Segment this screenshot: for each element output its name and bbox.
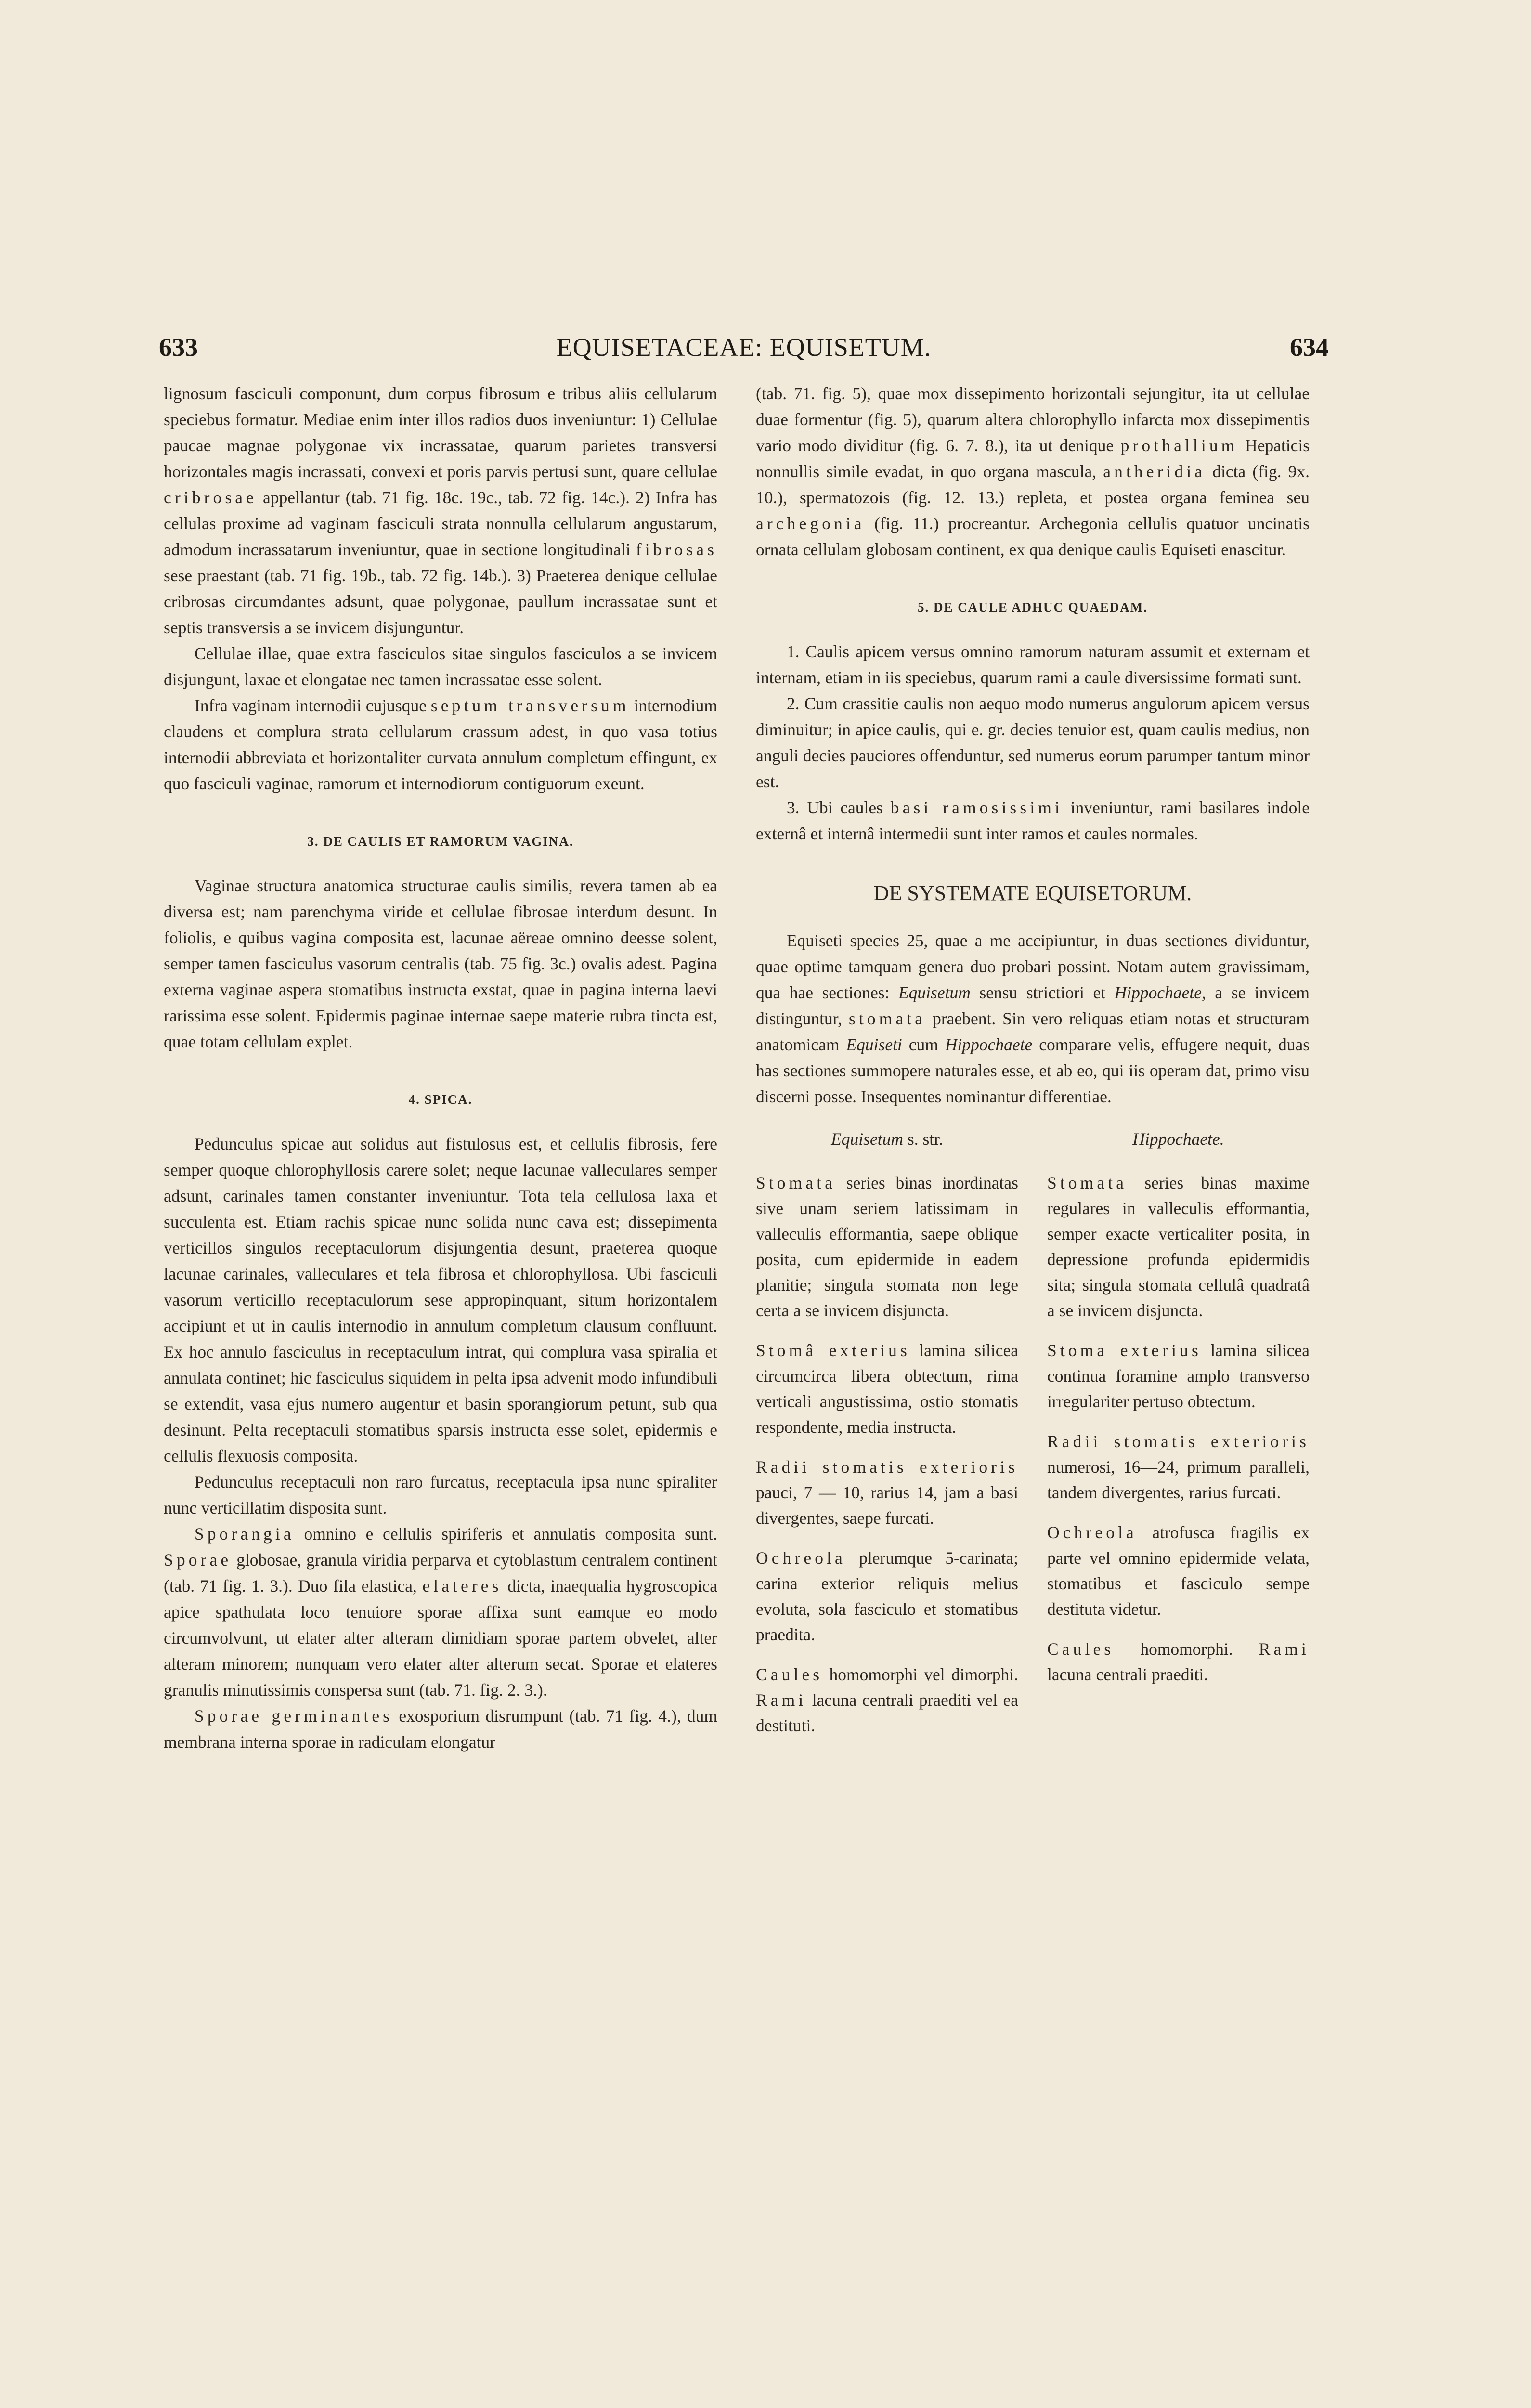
paragraph: Pedunculus receptaculi non raro furcatus, receptacula ipsa nunc spiraliter nunc verticillatim disposita sunt. bbox=[164, 1472, 717, 1518]
comparison-heading: Hippochaete. bbox=[1132, 1129, 1224, 1149]
running-title: EQUISETACEAE: EQUISETUM. bbox=[556, 333, 932, 362]
comparison-item: Stoma exterius lamina silicea continua foramine amplo transverso irregulariter pertuso obtectum. bbox=[1047, 1341, 1310, 1411]
comparison-column-hippochaete bbox=[1047, 1126, 1310, 1753]
paragraph: 1. Caulis apicem versus omnino ramorum naturam assumit et externam et internam, etiam in iis speciebus, quarum rami a caule diversissime formati sunt. bbox=[756, 642, 1310, 687]
paragraph: Cellulae illae, quae extra fasciculos sitae singulos fasciculos a se invicem disjungunt, laxae et elongatae nec tamen incrassatae esse solent. bbox=[164, 644, 717, 689]
paragraph: (tab. 71. fig. 5), quae mox dissepimento horizontali sejungitur, ita ut cellulae duae formentur (fig. 5), quarum altera chlorophyllo infarcta mox dissepimentis vario modo dividitur (fig. 6. 7. 8.), ita ut denique prothallium Hepaticis nonnullis simile evadat, in quo organa mascula, antheridia dicta (fig. 9x. 10.), spermatozois (fig. 12. 13.) repleta, et postea organa feminea seu archegonia (fig. 11.) procreantur. Archegonia cellulis quatuor uncinatis ornata cellulam globosam continent, ex qua denique caulis Equiseti enascitur. bbox=[756, 384, 1310, 559]
paragraph: Sporae germinantes exosporium disrumpunt (tab. 71 fig. 4.), dum membrana interna sporae in radiculam elongatur bbox=[164, 1706, 718, 1752]
comparison-item: Caules homomorphi. Rami lacuna centrali praediti. bbox=[1047, 1639, 1310, 1684]
column-right bbox=[756, 380, 1310, 1753]
comparison-item: Caules homomorphi vel dimorphi. Rami lacuna centrali praediti vel ea destituti. bbox=[756, 1665, 1019, 1735]
paragraph: lignosum fasciculi componunt, dum corpus fibrosum e tribus aliis cellularum speciebus formatur. Mediae enim inter illos radios duos inveniuntur: 1) Cellulae paucae magnae polygonae vix incrassatae, quarum parietes transversi horizontales magis incrassati, convexi et poris parvis pertusi sunt, quare cellulae cribrosae appellantur (tab. 71 fig. 18c. 19c., tab. 72 fig. 14c.). 2) Infra has cellulas proxime ad vaginam fasciculi strata nonnulla cellularum angustarum, admodum incrassatarum inveniuntur, quae in sectione longitudinali fibrosas sese praestant (tab. 71 fig. 19b., tab. 72 fig. 14b.). 3) Praeterea denique cellulae cribrosas circumdantes adsunt, quae polygonae, paullum incrassatae sunt et septis transversis a se invicem disjunguntur. bbox=[164, 384, 717, 637]
comparison-heading: Equisetum s. str. bbox=[831, 1129, 943, 1149]
paragraph: Sporangia omnino e cellulis spiriferis et annulatis composita sunt. Sporae globosae, granula viridia perparva et cytoblastum centralem continent (tab. 71 fig. 1. 3.). Duo fila elastica, elateres dicta, inaequalia hygroscopica apice spathulata loco tenuiore sporae affixa sunt eamque eo modo circumvolvunt, ut elater alter alteram dimidiam sporae partem obvelet, alter alteram minorem; nunquam vero elater alter alterum secat. Sporae et elateres granulis minutissimis conspersa sunt (tab. 71. fig. 2. 3.). bbox=[164, 1524, 718, 1700]
comparison-item: Stomâ exterius lamina silicea circumcirca libera obtectum, rima verticali angustissima, ostio stomatis respondente, media instructa. bbox=[756, 1341, 1018, 1437]
page-number-right: 634 bbox=[1290, 333, 1329, 362]
comparison-item: Radii stomatis exterioris pauci, 7 — 10, rarius 14, jam a basi divergentes, saepe furcati. bbox=[756, 1457, 1018, 1528]
paragraph: 2. Cum crassitie caulis non aequo modo numerus angulorum apicem versus diminuitur; in apice caulis, qui e. gr. decies tenuior est, quam caulis medius, non anguli decies pauciores offenduntur, sed numerus eorum parumper tantum minor est. bbox=[756, 694, 1310, 791]
comparison-item: Stomata series binas maxime regulares in valleculis efformantia, semper exacte verticaliter posita, in depressione profunda epidermidis sita; singula stomata cellulâ quadratâ a se invicem disjuncta. bbox=[1047, 1173, 1310, 1320]
comparison-table bbox=[756, 1126, 1310, 1753]
running-header bbox=[159, 332, 1329, 371]
comparison-item: Ochreola atrofusca fragilis ex parte vel omnino epidermide velata, stomatibus et fasciculo sempe destituta videtur. bbox=[1047, 1523, 1310, 1619]
paragraph: Equiseti species 25, quae a me accipiuntur, in duas sectiones dividuntur, quae optime tamquam genera duo probari possint. Notam autem gravissimam, qua hae sectiones: Equisetum sensu strictiori et Hippochaete, a se invicem distinguntur, stomata praebent. Sin vero reliquas etiam notas et structuram anatomicam Equiseti cum Hippochaete comparare velis, effugere nequit, duas has sectiones summopere naturales esse, et ab eo, qui iis operam dat, primo visu discerni posse. Insequentes nominantur differentiae. bbox=[756, 931, 1310, 1106]
paragraph: Pedunculus spicae aut solidus aut fistulosus est, et cellulis fibrosis, fere semper quoque chlorophyllosis carere solet; neque lacunae valleculares semper adsunt, carinales tamen constanter inveniuntur. Tota tela cellulosa laxa et succulenta est. Etiam rachis spicae nunc solida nunc cava est; dissepimenta verticillos singulos receptaculorum disjungentia desunt, praeterea quoque lacunae carinales, valleculares et tela fibrosa et chlorophyllosa. Ubi fasciculi vasorum verticillo receptaculorum sese appropinquant, situm horizontalem accipiunt et ut in caulis internodio in annulum completum clausum confluunt. Ex hoc annulo fasciculus in receptaculum intrat, qui complura vasa spiralia et annulata continet; hic fasciculus siquidem in pelta ipsa advenit modo infundibuli se extendit, vasa ejus numero augentur et basin sporangiorum petunt, sub qua desinunt. Pelta receptaculi stomatibus sparsis instructa esse solet, epidermis e cellulis flexuosis composita. bbox=[164, 1134, 717, 1466]
comparison-column-equisetum bbox=[756, 1126, 1018, 1753]
section-heading: 3. DE CAULIS ET RAMORUM VAGINA. bbox=[307, 834, 574, 849]
column-left bbox=[164, 380, 717, 1755]
paragraph: Infra vaginam internodii cujusque septum transversum internodium claudens et complura strata cellularum crassum adest, in quo vasa totius internodii abbreviata et horizontaliter curvata annulum completum effingunt, ex quo fasciculi vaginae, ramorum et internodiorum contiguorum exeunt. bbox=[164, 696, 718, 793]
comparison-item: Ochreola plerumque 5-carinata; carina exterior reliquis melius evoluta, sola fasciculo et stomatibus praedita. bbox=[756, 1548, 1018, 1644]
page-number-left: 633 bbox=[159, 333, 198, 362]
comparison-item: Radii stomatis exterioris numerosi, 16—24, primum paralleli, tandem divergentes, rarius furcati. bbox=[1047, 1432, 1310, 1502]
paragraph: 3. Ubi caules basi ramosissimi inveniuntur, rami basilares indole externâ et internâ intermedii sunt inter ramos et caules normales. bbox=[756, 798, 1310, 843]
comparison-item: Stomata series binas inordinatas sive unam seriem latissimam in valleculis efformantia, saepe oblique posita, cum epidermide in eadem planitie; singula stomata non lege certa a se invicem disjuncta. bbox=[756, 1173, 1018, 1320]
section-heading: 5. DE CAULE ADHUC QUAEDAM. bbox=[917, 600, 1148, 615]
paragraph: Vaginae structura anatomica structurae caulis similis, revera tamen ab ea diversa est; nam parenchyma viride et cellulae fibrosae interdum desunt. In foliolis, e quibus vagina composita est, lacunae aëreae omnino deesse solent, semper tamen fasciculus vasorum centralis (tab. 75 fig. 3c.) ovalis adest. Pagina externa vaginae aspera stomatibus instructa exstat, quae in pagina interna laevi rarissima esse solent. Epidermis paginae internae saepe materie rubra tincta est, quae totam cellulam explet. bbox=[164, 876, 717, 1051]
section-heading: 4. SPICA. bbox=[408, 1092, 473, 1107]
chapter-heading: DE SYSTEMATE EQUISETORUM. bbox=[873, 881, 1192, 905]
